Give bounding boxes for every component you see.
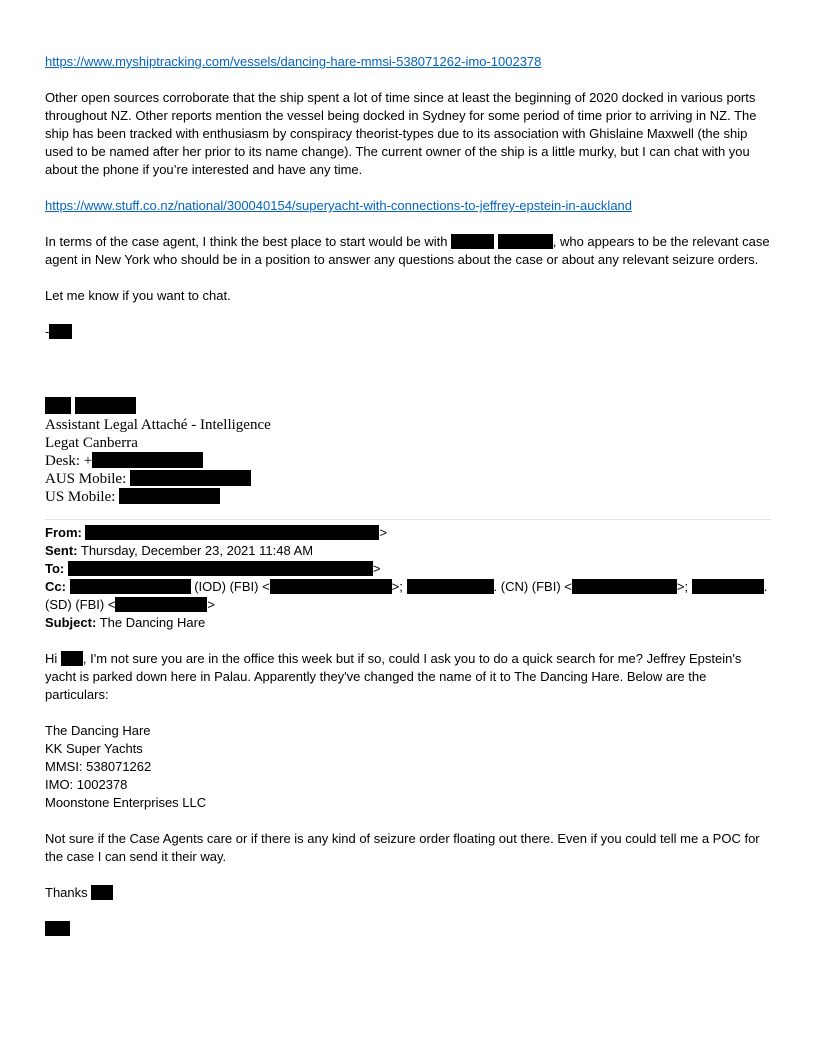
signature-us-mobile: US Mobile:: [45, 488, 771, 506]
header-subject: Subject: The Dancing Hare: [45, 615, 206, 630]
redaction: [75, 397, 136, 414]
forwarded-email-header: [45, 519, 771, 632]
news-article-link[interactable]: https://www.stuff.co.nz/national/300040154/superyacht-with-connections-to-jeffrey-epstein-in-auckland: [45, 198, 633, 213]
signature-desk: Desk: +: [45, 452, 771, 470]
header-cc: Cc: (IOD) (FBI) < >; . (CN) (FBI) < >; .: [45, 579, 768, 594]
thanks-line: Thanks: [45, 884, 771, 902]
vessel-particulars-list: [45, 722, 771, 812]
redaction: [92, 452, 203, 468]
case-agent-text-end: , who appears to be the relevant case agent in New York who should be in a position to answer any questions about the case or about any relevant seizure orders.: [45, 234, 770, 267]
redaction: [130, 470, 251, 486]
header-sent: Sent: Thursday, December 23, 2021 11:48 AM: [45, 543, 314, 558]
header-from: From: >: [45, 525, 388, 540]
list-item: The Dancing Hare: [45, 723, 151, 738]
redaction: [451, 234, 494, 249]
redaction: [85, 525, 379, 540]
signature-office: Legat Canberra: [45, 435, 138, 451]
signature-block: [45, 397, 771, 506]
sender-initial: -: [45, 323, 771, 341]
redaction: [70, 579, 191, 594]
sender-initials: [45, 920, 771, 938]
header-to: To: >: [45, 561, 381, 576]
redaction: [91, 885, 113, 900]
redaction: [61, 651, 83, 666]
signature-aus-mobile: AUS Mobile:: [45, 470, 771, 488]
header-cc-continued: (SD) (FBI) < >: [45, 597, 216, 612]
redaction: [498, 234, 553, 249]
open-sources-paragraph: Other open sources corroborate that the ship spent a lot of time since at least the beginning of 2020 docked in various ports throughout NZ. Other reports mention the vessel being docked in Sydney for some period of time prior to arriving in NZ. The ship has been tracked with enthusiasm by conspiracy theorist-types due to its association with Ghislaine Maxwell (the ship used to be named after her prior to its name change). The current owner of the ship is a little murky, but I can chat with you about the phone if you’re interested and have any time.: [45, 90, 757, 177]
list-item: KK Super Yachts: [45, 741, 143, 756]
vessel-tracking-link[interactable]: https://www.myshiptracking.com/vessels/dancing-hare-mmsi-538071262-imo-1002378: [45, 54, 542, 69]
redaction: [270, 579, 392, 594]
signature-title: Assistant Legal Attaché - Intelligence: [45, 417, 271, 433]
case-agent-paragraph: [45, 233, 771, 269]
list-item: Moonstone Enterprises LLC: [45, 795, 207, 810]
case-agent-text-start: In terms of the case agent, I think the best place to start would be with: [45, 234, 448, 249]
case-agents-paragraph: Not sure if the Case Agents care or if there is any kind of seizure order floating out there. Even if you could tell me a POC for the case I can send it their way.: [45, 831, 760, 864]
redaction: [407, 579, 494, 594]
redaction: [45, 397, 71, 414]
list-item: IMO: 1002378: [45, 777, 128, 792]
redaction: [115, 597, 207, 612]
list-item: MMSI: 538071262: [45, 759, 152, 774]
redaction: [572, 579, 677, 594]
redaction: [119, 488, 220, 504]
redaction: [45, 921, 70, 936]
redaction: [68, 561, 373, 576]
email-document: [45, 53, 771, 938]
greeting-paragraph: Hi , I'm not sure you are in the office this week but if so, could I ask you to do a quick search for me? Jeffrey Epstein's yacht is parked down here in Palau. Apparently they've changed the name of it to The Dancing Hare. Below are the particulars:: [45, 651, 742, 702]
signature-name: [45, 397, 771, 416]
redaction: [692, 579, 764, 594]
redaction: [49, 324, 72, 339]
chat-offer-text: Let me know if you want to chat.: [45, 288, 231, 303]
